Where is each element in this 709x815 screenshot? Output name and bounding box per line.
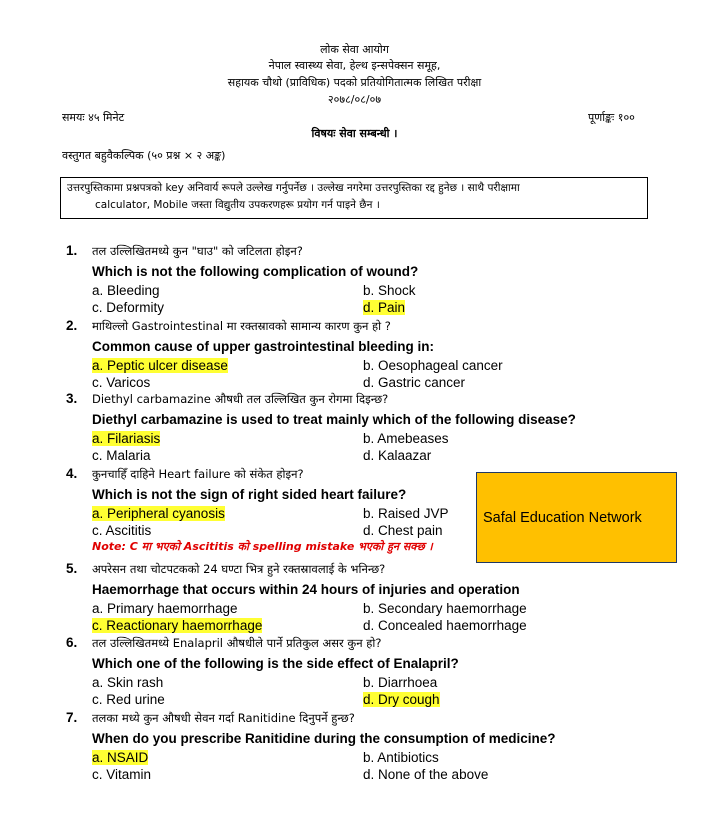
question-number: 1. [66,243,78,258]
option-label: b. Shock [363,283,416,298]
option-label: d. Gastric cancer [363,375,466,390]
answer-option [92,374,150,391]
brand-label: Safal Education Network [483,509,642,526]
notice-box [60,177,648,219]
option-label: d. Kalaazar [363,448,432,463]
option-label: b. Diarrhoea [363,675,438,690]
answer-option [92,299,164,316]
exam-time: समयः ४५ मिनेट [62,111,125,124]
subject: विषयः सेवा सम्बन्धी । [311,127,398,140]
question-number: 4. [66,466,78,481]
question-text-english: Diethyl carbamazine is used to treat mainly which of the following disease? [92,412,576,427]
answer-option [363,430,449,447]
answer-option [363,282,416,299]
answer-option [363,357,503,374]
correct-answer-highlight: a. NSAID [92,750,149,765]
section-title: वस्तुगत बहुवैकल्पिक (५० प्रश्न × २ अङ्क) [62,149,226,162]
question-number: 5. [66,561,78,576]
question-text-nepali: माथिल्लो Gastrointestinal मा रक्तस्रावको सामान्य कारण कुन हो ? [92,319,391,333]
question-number: 7. [66,710,78,725]
spelling-note: Note: C मा भएको Ascititis को spelling mistake भएको हुन सक्छ । [92,540,433,553]
answer-option [92,600,238,617]
correct-answer-highlight: a. Filariasis [92,431,161,446]
question-text-nepali: तलका मध्ये कुन औषधी सेवन गर्दा Ranitidine दिनुपर्ने हुन्छ? [92,711,355,725]
option-label: b. Secondary haemorrhage [363,601,527,616]
answer-option [363,691,440,708]
answer-option [92,617,262,634]
option-label: b. Amebeases [363,431,449,446]
answer-option [363,505,449,522]
answer-option [92,691,165,708]
notice-line-2: calculator, Mobile जस्ता विद्युतीय उपकरणहरू प्रयोग गर्न पाइने छैन । [95,199,380,211]
option-label: c. Varicos [92,375,151,390]
question-text-english: Which is not the sign of right sided heart failure? [92,487,407,502]
question-number: 6. [66,635,78,650]
answer-option [363,674,437,691]
correct-answer-highlight: d. Dry cough [363,692,440,707]
answer-option [92,430,160,447]
option-label: d. Concealed haemorrhage [363,618,527,633]
answer-option [363,374,465,391]
full-marks: पूर्णाङ्कः १०० [588,111,635,124]
option-label: d. None of the above [363,767,489,782]
correct-answer-highlight: d. Pain [363,300,406,315]
option-label: a. Primary haemorrhage [92,601,238,616]
answer-option [363,522,443,539]
answer-option [363,766,488,783]
answer-option [363,749,439,766]
answer-option [363,600,527,617]
answer-option [92,282,160,299]
answer-option [363,617,527,634]
answer-option [92,505,225,522]
answer-option [92,357,228,374]
option-label: b. Raised JVP [363,506,449,521]
correct-answer-highlight: c. Reactionary haemorrhage [92,618,263,633]
answer-option [92,522,151,539]
answer-option [92,447,151,464]
question-text-english: Which one of the following is the side effect of Enalapril? [92,656,459,671]
option-label: d. Chest pain [363,523,443,538]
option-label: b. Oesophageal cancer [363,358,503,373]
brand-box [476,472,677,563]
header-line-3: सहायक चौथो (प्राविधिक) पदको प्रतियोगितात्मक लिखित परीक्षा [227,76,482,89]
option-label: c. Red urine [92,692,165,707]
header-line-2: नेपाल स्वास्थ्य सेवा, हेल्थ इन्सपेक्सन समूह, [268,59,441,72]
option-label: c. Malaria [92,448,151,463]
question-text-nepali: तल उल्लिखितमध्ये कुन "घाउ" को जटिलता होइन? [92,244,303,258]
option-label: a. Skin rash [92,675,164,690]
correct-answer-highlight: a. Peptic ulcer disease [92,358,228,373]
question-text-nepali: Diethyl carbamazine औषधी तल उल्लिखित कुन रोगमा दिइन्छ? [92,392,389,406]
option-label: b. Antibiotics [363,750,439,765]
answer-option [92,674,163,691]
answer-option [92,766,151,783]
option-label: c. Vitamin [92,767,152,782]
question-text-english: When do you prescribe Ranitidine during the consumption of medicine? [92,731,556,746]
option-label: a. Bleeding [92,283,160,298]
question-text-english: Which is not the following complication of wound? [92,264,419,279]
question-number: 3. [66,391,78,406]
option-label: c. Deformity [92,300,165,315]
question-text-english: Common cause of upper gastrointestinal bleeding in: [92,339,435,354]
question-text-english: Haemorrhage that occurs within 24 hours of injuries and operation [92,582,520,597]
option-label: c. Ascititis [92,523,152,538]
question-number: 2. [66,318,78,333]
correct-answer-highlight: a. Peripheral cyanosis [92,506,225,521]
answer-option [92,749,148,766]
question-text-nepali: कुनचाहिँ दाहिने Heart failure को संकेत होइन? [92,467,304,481]
exam-date: २०७८/०८/०७ [327,93,382,106]
header-line-1: लोक सेवा आयोग [320,43,389,56]
answer-option [363,299,405,316]
notice-line-1: उत्तरपुस्तिकामा प्रश्नपत्रको key अनिवार्य रूपले उल्लेख गर्नुपर्नेछ । उल्लेख नगरेमा उत्तरपुस्तिका रद्द हुनेछ । साथै परीक्षामा [67,182,520,194]
question-text-nepali: अपरेसन तथा चोटपटकको 24 घण्टा भित्र हुने रक्तस्रावलाई के भनिन्छ? [92,562,386,576]
answer-option [363,447,431,464]
question-text-nepali: तल उल्लिखितमध्ये Enalapril औषधीले पार्ने प्रतिकुल असर कुन हो? [92,636,382,650]
